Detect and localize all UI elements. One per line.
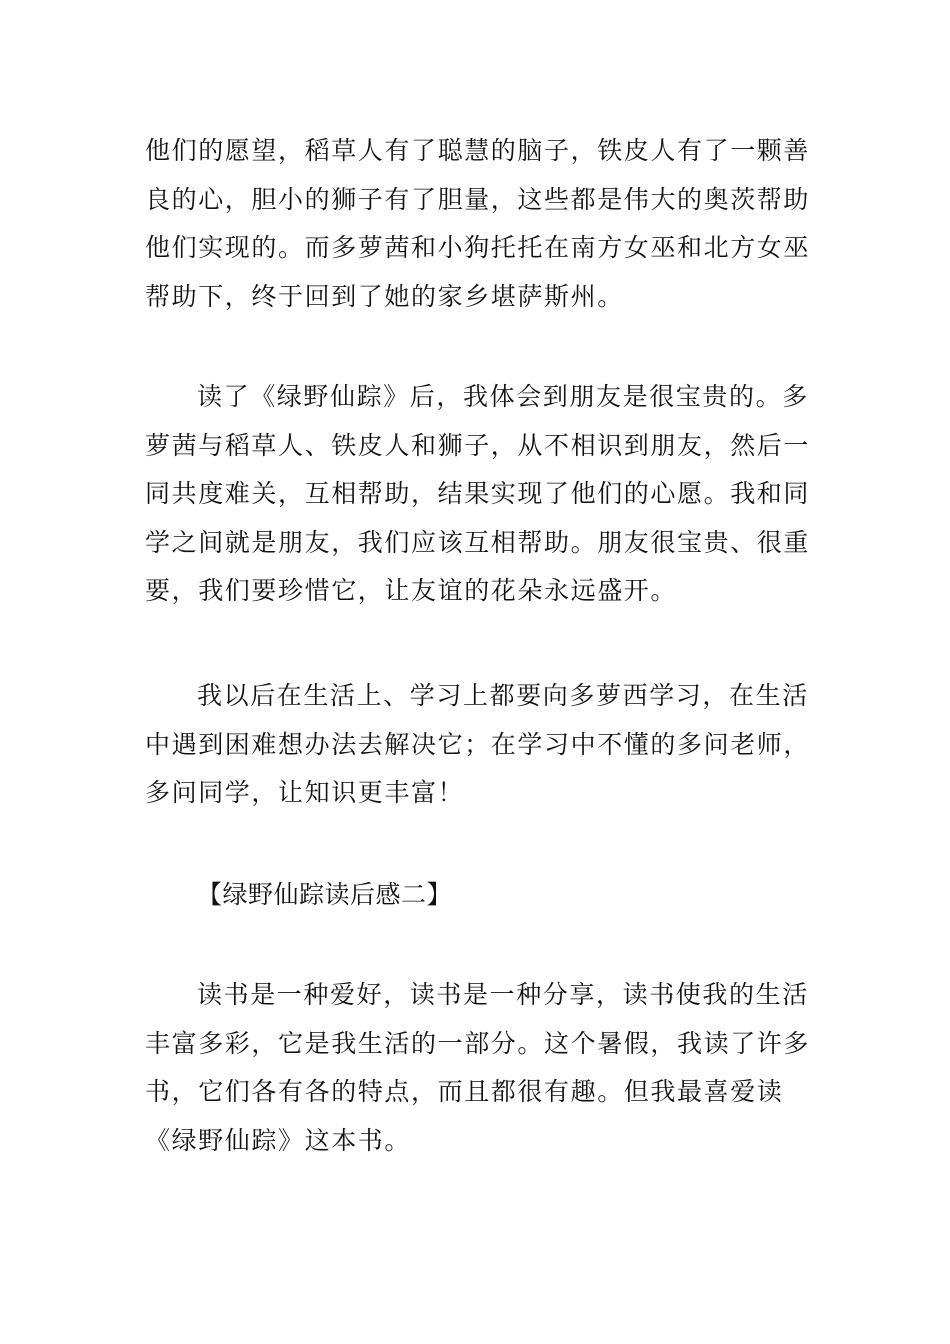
text-line: 他们实现的。而多萝茜和小狗托托在南方女巫和北方女巫 — [145, 233, 811, 262]
text-line: 读书是一种爱好，读书是一种分享，读书使我的生活 — [197, 980, 809, 1009]
text-line: 学之间就是朋友，我们应该互相帮助。朋友很宝贵、很重 — [145, 527, 811, 557]
text-line: 书，它们各有各的特点，而且都很有趣。但我最喜爱读 — [145, 1077, 784, 1106]
paragraph-2 — [145, 373, 815, 616]
text-line: 多问同学，让知识更丰富！ — [145, 778, 465, 807]
paragraph-1 — [145, 127, 815, 321]
text-line: 读了《绿野仙踪》后，我体会到朋友是很宝贵的。多 — [197, 382, 809, 411]
text-line: 同共度难关，互相帮助，结果实现了他们的心愿。我和同 — [145, 479, 811, 508]
text-line: 丰富多彩，它是我生活的一部分。这个暑假，我读了许多 — [145, 1028, 811, 1058]
section-heading: 【绿野仙踪读后感二】 — [197, 880, 453, 909]
text-line: 《绿野仙踪》这本书。 — [145, 1125, 412, 1155]
text-line: 我以后在生活上、学习上都要向多萝西学习，在生活 — [197, 681, 809, 710]
text-line: 萝茜与稻草人、铁皮人和狮子，从不相识到朋友，然后一 — [145, 430, 811, 460]
text-line: 中遇到困难想办法去解决它；在学习中不懂的多问老师， — [145, 729, 811, 759]
paragraph-4 — [145, 971, 815, 1165]
text-line: 他们的愿望，稻草人有了聪慧的脑子，铁皮人有了一颗善 — [145, 136, 811, 165]
text-line: 要，我们要珍惜它，让友谊的花朵永远盛开。 — [145, 576, 678, 605]
paragraph-3 — [145, 672, 815, 818]
text-line: 帮助下，终于回到了她的家乡堪萨斯州。 — [145, 281, 624, 311]
text-line: 良的心，胆小的狮子有了胆量，这些都是伟大的奥茨帮助 — [145, 184, 811, 214]
